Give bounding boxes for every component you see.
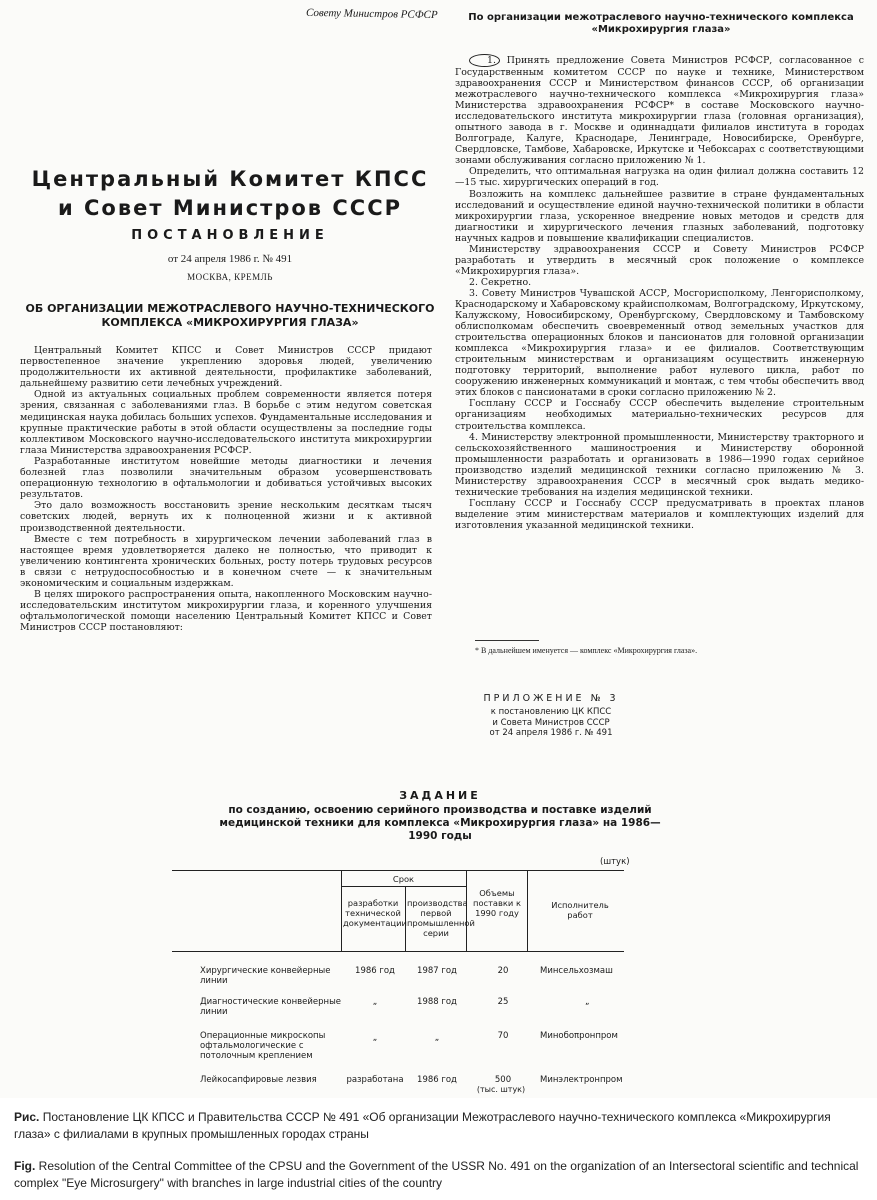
row-volume: 25 — [497, 997, 509, 1007]
paragraph: Определить, что оптимальная нагрузка на один филиал должна составить 12—15 тыс. хирургических операций в год. — [455, 166, 864, 189]
table-header-rule — [172, 951, 624, 952]
header-volume: Объемы поставки к 1990 году — [473, 888, 521, 918]
row-volume: 20 — [497, 966, 509, 976]
appendix-line: к постановлению ЦК КПСС — [490, 707, 612, 717]
appendix-reference — [462, 707, 640, 739]
paragraph: Возложить на комплекс дальнейшее развитие в стране фундаментальных исследований и осуществление единой научно-технической политики в области микрохирургии глаза, ускоренное внедрение новых методов и средств для диагностики и хирургического лечения глазных заболеваний, подготовку научных кадров и повышение квалификации специалистов. — [455, 188, 864, 244]
issuer-line-2: и Совет Министров СССР — [57, 196, 403, 220]
task-subtitle-line: 1990 годы — [408, 830, 472, 842]
row-executor: Минсельхозмаш — [540, 966, 613, 976]
header-term: Срок — [392, 874, 415, 884]
caption-english — [14, 1158, 866, 1192]
row-item-name: Диагностические конвейерные линии — [200, 997, 342, 1017]
row-executor: „ — [585, 997, 590, 1007]
paragraph: Госплану СССР и Госснабу СССР обеспечить выделение строительным организациям необходимых материально-технических ресурсов для строительства комплекса. — [455, 398, 864, 432]
task-subtitle-line: по созданию, освоению серийного производства и поставке изделий — [228, 804, 652, 816]
table-column-rule — [527, 870, 528, 951]
paragraph: Госплану СССР и Госснабу СССР предусматривать в проектах планов выделение этим министерствам материалов и комплектующих изделий для изготовления указанной медицинской техники. — [455, 497, 864, 531]
paragraph: Министерству здравоохранения СССР и Совету Министров РСФСР разработать и утвердить в месячный срок положение о комплексе «Микрохирургия глаза». — [455, 243, 864, 277]
document-place: МОСКВА, КРЕМЛЬ — [187, 272, 273, 282]
row-item-name: Хирургические конвейерные линии — [200, 966, 331, 986]
handwritten-stamp: Совету Министров РСФСР — [305, 6, 438, 22]
item-number-circled: 1. — [469, 54, 500, 67]
row-documentation: разработана — [346, 1075, 404, 1085]
item-1-text: Принять предложение Совета Министров РСФСР, согласованное с Государственным комитетом СССР по науке и технике, Министерством здравоохранения СССР и Министерством финансов СССР, об организации межотраслевого научно-технического комплекса «Микрохирургия глаза» Министерства здравоохранения РСФСР* в составе Московского научно-исследовательского института микрохирургии глаза (головная организация), опытного завода в г. Москве и одиннадцати филиалов института в городах Волгограде, Калуге, Краснодаре, Ленинграде, Новосибирске, Оренбурге, Свердловске, Тамбове, Хабаровске, Иркутске и Чебоксарах с соответствующими зонами обслуживания согласно приложению № 1. — [455, 55, 864, 167]
paragraph: 4. Министерству электронной промышленности, Министерству тракторного и сельскохозяйственного машиностроения и Министерству оборонной промышленности разработать и организовать в 1986—1990 годах серийное производство изделий медицинской техники согласно приложению № 3. Министерству здравоохранения СССР в месячный срок выдать медико-технические требования на изделия медицинской техники. — [455, 431, 864, 498]
document-subject: ОБ ОРГАНИЗАЦИИ МЕЖОТРАСЛЕВОГО НАУЧНО-ТЕХНИЧЕСКОГО КОМПЛЕКСА «МИКРОХИРУРГИЯ ГЛАЗА» — [25, 302, 435, 329]
row-first-series: 1987 год — [417, 966, 457, 976]
paragraph: 2. Секретно. — [469, 276, 532, 288]
volume-units-note: (тыс. штук) — [476, 1085, 526, 1094]
caption-text: Постановление ЦК КПСС и Правительства СССР № 491 «Об организации Межотраслевого научно-технического комплекса «Микрохирургия глаза» с филиалами в крупных промышленных городах страны — [14, 1110, 831, 1141]
caption-label: Рис. — [14, 1110, 40, 1124]
task-title: ЗАДАНИЕ — [399, 789, 481, 802]
row-documentation: 1986 год — [355, 966, 395, 976]
paragraph: Вместе с тем потребность в хирургическом лечении заболеваний глаз в настоящее время удовлетворяется далеко не полностью, что приводит к увеличению контингента хронических больных, росту потерь трудовых ресурсов в связи с нетрудоспособностью и в конечном счете — к значительным экономическим и социальным издержкам. — [20, 533, 432, 589]
appendix-heading: ПРИЛОЖЕНИЕ № 3 — [483, 693, 619, 704]
table-top-rule — [172, 870, 624, 871]
document-date-number: от 24 апреля 1986 г. № 491 — [167, 253, 293, 265]
document-kind: ПОСТАНОВЛЕНИЕ — [131, 228, 329, 243]
row-executor: Минобоπронпром — [540, 1031, 618, 1041]
row-item-name: Операционные микроскопы офтальмологические с потолочным креплением — [200, 1031, 326, 1061]
issuer-line-1: Центральный Комитет КПСС — [31, 167, 429, 191]
row-first-series: „ — [434, 1033, 440, 1043]
row-documentation: „ — [372, 997, 378, 1007]
row-first-series: 1986 год — [417, 1075, 457, 1085]
header-documentation: разработки технической документации — [343, 898, 407, 928]
paragraph: Это дало возможность восстановить зрение нескольким десяткам тысяч советских людей, вернуть их к полноценной жизни и к активной производственной деятельности. — [20, 500, 432, 534]
footnote: * В дальнейшем именуется — комплекс «Микрохирургия глаза». — [475, 646, 698, 655]
resolution-text — [455, 54, 864, 634]
paragraph: В целях широкого распространения опыта, накопленного Московским научно-исследовательским институтом микрохирургии глаза, и коренного улучшения офтальмологической помощи населению Центральный Комитет КПСС и Совет Министров СССР постановляют: — [20, 589, 432, 634]
row-item-name: Лейкосапфировые лезвия — [200, 1075, 317, 1085]
row-volume: 500 — [494, 1075, 512, 1085]
right-column-title: По организации межотраслевого научно-технического комплекса «Микрохирургия глаза» — [468, 12, 854, 35]
paragraph-item-1 — [455, 54, 864, 166]
appendix-line: от 24 апреля 1986 г. № 491 — [489, 728, 613, 738]
row-first-series: 1988 год — [417, 997, 457, 1007]
paragraph: Одной из актуальных социальных проблем современности является потеря зрения, связанная с заболеваниями глаз. В борьбе с этим недугом советская медицинская наука добилась больших успехов. Фундаментальные исследования и крупные практические работы в этой области осуществлены за последние годы коллективом Московского научно-исследовательского института микрохирургии глаза Министерства здравоохранения РСФСР. — [20, 389, 432, 456]
row-documentation: „ — [372, 1033, 378, 1043]
units-label: (штук) — [600, 857, 630, 867]
header-executor: Исполнитель работ — [551, 900, 609, 920]
paragraph: Разработанные институтом новейшие методы диагностики и лечения болезней глаз позволили значительным образом усовершенствовать операционную технологию в офтальмологии и добиваться устойчивых высоких результатов. — [20, 455, 432, 501]
header-first-series: производства первой промышленной серии — [407, 898, 475, 938]
caption-russian — [14, 1109, 866, 1143]
caption-text: Resolution of the Central Committee of the CPSU and the Government of the USSR No. 491 on the organization of an Intersectoral scientific and technical complex "Eye Microsurgery" with branches in large industrial cities of the country — [14, 1159, 859, 1190]
table-term-rule — [341, 886, 466, 887]
preamble-text — [20, 345, 432, 663]
paragraph: 3. Совету Министров Чувашской АССР, Мосгорисполкому, Ленгорисполкому, Краснодарскому и Хабаровскому крайисполкомам, Волгоградскому, Иркутскому, Калужскому, Новосибирскому, Оренбургскому, Свердловскому и Тамбовскому облисполкомам обеспечить своевременный отвод земельных участков для строительства операционных блоков и пансионатов для головной организации комплекса «Микрохирургия глаза» и ее филиалов. Соответствующим строительным министерствам и организациям осуществить инженерную подготовку территорий, выполнение работ нулевого цикла, работ по сооружению инженерных коммуникаций и монтаж, с тем чтобы обеспечить ввод этих блоков с пансионатами в сроки согласно приложению № 2. — [455, 287, 864, 399]
task-subtitle-line: медицинской техники для комплекса «Микрохирургия глаза» на 1986— — [219, 817, 661, 829]
appendix-line: и Совета Министров СССР — [492, 717, 610, 728]
task-subtitle — [180, 804, 700, 843]
row-volume: 70 — [497, 1031, 509, 1041]
row-executor: Минэлектронпром — [540, 1075, 623, 1085]
footnote-divider — [475, 640, 539, 641]
paragraph: Центральный Комитет КПСС и Совет Министров СССР придают первостепенное значение укреплению здоровья людей, увеличению продолжительности их активной деятельности, профилактике заболеваний, дальнейшему развитию сети лечебных учреждений. — [20, 345, 432, 390]
table-column-rule — [466, 870, 467, 951]
caption-label: Fig. — [14, 1159, 36, 1173]
